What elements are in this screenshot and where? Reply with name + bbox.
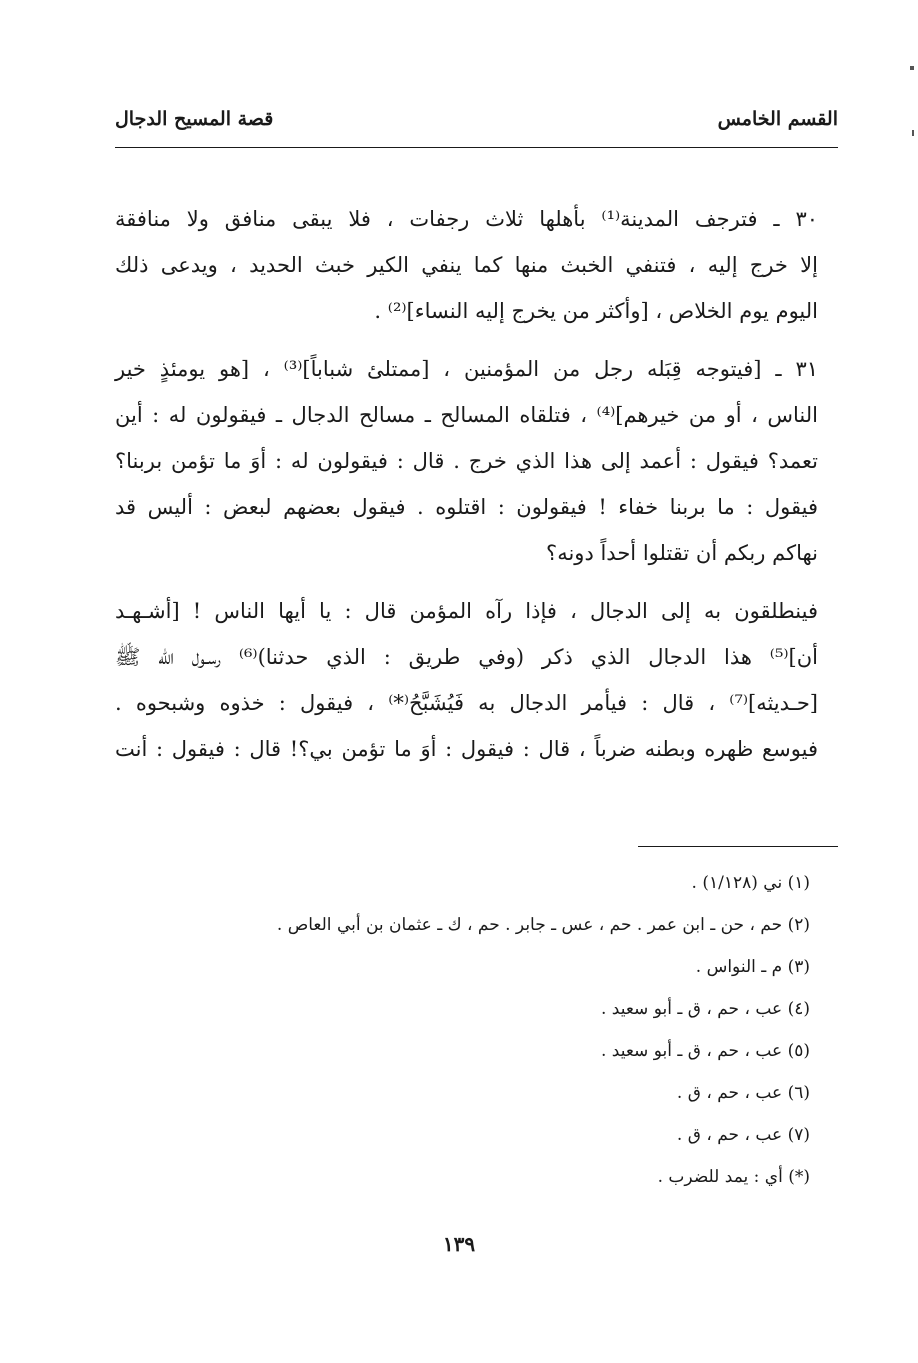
footnote-rule (638, 846, 838, 847)
text-line: [حـديثه]⁽⁷⁾ ، قال : فيأمر الدجال به فَيُشَبَّحُ⁽*⁾ ، فيقول : خذوه وشبحوه . (115, 691, 818, 715)
footnotes (115, 862, 810, 1198)
scan-speck (912, 130, 914, 136)
footnote: (١) ني (١/١٢٨) . (691, 873, 810, 893)
main-text (115, 196, 838, 784)
page-number: ١٣٩ (442, 1232, 476, 1256)
paragraph-continuation (115, 588, 838, 772)
footnote: (*) أي : يمد للضرب . (657, 1167, 810, 1187)
footnote: (٦) عب ، حم ، ق . (676, 1083, 810, 1103)
text-line: نهاكم ربكم أن تقتلوا أحداً دونه؟ (546, 541, 818, 565)
footnote: (٤) عب ، حم ، ق ـ أبو سعيد . (601, 999, 810, 1019)
footnote: (٣) م ـ النواس . (695, 957, 810, 977)
text-line: فيوسع ظهره وبطنه ضرباً ، قال : فيقول : أوَ ما تؤمن بي؟! قال : فيقول : أنت (115, 737, 818, 761)
running-head (115, 108, 838, 144)
text-line: ٣١ ـ [فيتوجه قِبَله رجل من المؤمنين ، [ممتلئ شباباً]⁽³⁾ ، [هو يومئذٍ خير (115, 357, 818, 381)
footnote: (٧) عب ، حم ، ق . (676, 1125, 810, 1145)
paragraph-30 (115, 196, 838, 334)
section-title: القسم الخامس (717, 108, 838, 130)
text-line: فيقول : ما بربنا خفاء ! فيقولون : اقتلوه . فيقول بعضهم لبعض : أليس قد (115, 495, 818, 519)
footnote: (٥) عب ، حم ، ق ـ أبو سعيد . (601, 1041, 810, 1061)
text-line: أن]⁽⁵⁾ هذا الدجال الذي ذكر (وفي طريق : الذي حدثنا)⁽⁶⁾ رسـول الله ﷺ (115, 645, 818, 669)
text-line: إلا خرج إليه ، فتنفي الخبث منها كما ينفي الكير خبث الحديد ، ويدعى ذلك (115, 253, 818, 277)
text-line: تعمد؟ فيقول : أعمد إلى هذا الذي خرج . قال : فيقولون له : أوَ ما تؤمن بربنا؟ (115, 449, 818, 473)
footnote: (٢) حم ، حن ـ ابن عمر . حم ، عس ـ جابر . حم ، ك ـ عثمان بن أبي العاص . (276, 915, 810, 935)
header-rule (115, 147, 838, 148)
scan-speck (910, 66, 914, 70)
text-line: الناس ، أو من خيرهم]⁽⁴⁾ ، فتلقاه المسالح ـ مسالح الدجال ـ فيقولون له : أين (115, 403, 818, 427)
book-title: قصة المسيح الدجال (115, 108, 274, 130)
text-line: اليوم يوم الخلاص ، [وأكثر من يخرج إليه النساء]⁽²⁾ . (374, 299, 818, 323)
text-line: ٣٠ ـ فترجف المدينة⁽¹⁾ بأهلها ثلاث رجفات ، فلا يبقى منافق ولا منافقة (115, 207, 818, 231)
text-line: فينطلقون به إلى الدجال ، فإذا رآه المؤمن قال : يا أيها الناس ! [أشـهـد (115, 599, 818, 623)
paragraph-31 (115, 346, 838, 576)
